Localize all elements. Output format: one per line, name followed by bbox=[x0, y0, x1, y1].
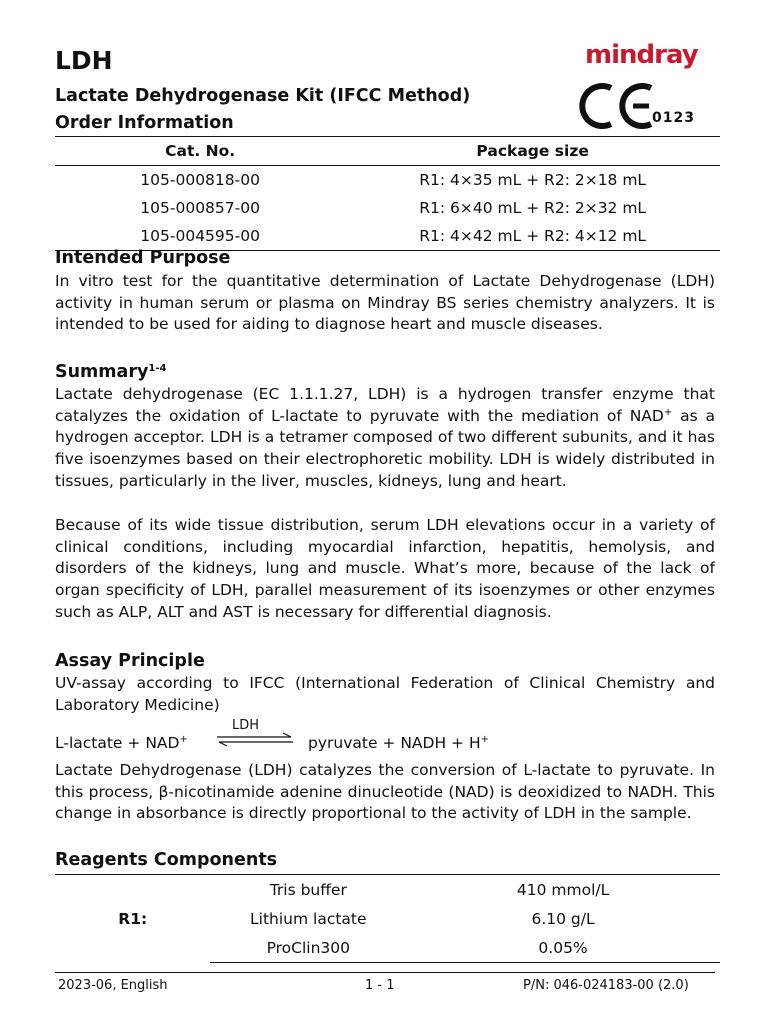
reagents-components-heading: Reagents Components bbox=[55, 850, 278, 870]
table-row bbox=[55, 194, 720, 222]
reaction-products bbox=[308, 734, 489, 752]
order-information-heading: Order Information bbox=[55, 113, 234, 133]
intended-purpose-heading: Intended Purpose bbox=[55, 248, 231, 268]
reagents-table bbox=[55, 874, 720, 963]
cat-no-cell: 105-000857-00 bbox=[140, 199, 260, 217]
assay-principle-text: Lactate Dehydrogenase (LDH) catalyzes the conversion of L-lactate to pyruvate. In this process, β-nicotinamide adenine dinucleotide (NAD) is deoxidized to NADH. This change in absorbance is directly proportional to the activity of LDH in the sample. bbox=[55, 761, 715, 823]
reagent-label: R1: bbox=[55, 875, 210, 963]
summary-text-b: as a hydrogen acceptor. LDH is a tetramer composed of two different subunits, and it has five isoenzymes based on their electrophoretic mobility. LDH is widely distributed in tissues, particularly in the liver, muscles, kidneys, lung and heart. bbox=[55, 406, 715, 490]
summary-heading bbox=[55, 362, 166, 382]
page-footer bbox=[55, 972, 715, 993]
summary-heading-text: Summary bbox=[55, 362, 149, 382]
order-header-cat-no: Cat. No. bbox=[55, 137, 345, 166]
notified-body-number: 0123 bbox=[652, 110, 695, 126]
order-table bbox=[55, 136, 720, 251]
package-size-cell: R1: 4×35 mL + R2: 2×18 mL bbox=[419, 171, 647, 189]
cat-no-cell: 105-004595-00 bbox=[55, 222, 345, 251]
reaction-equation bbox=[55, 714, 715, 754]
assay-principle-intro: UV-assay according to IFCC (International Federation of Clinical Chemistry and Laboratory Medicine) bbox=[55, 674, 715, 714]
assay-principle-heading: Assay Principle bbox=[55, 651, 205, 671]
footer-date-language: 2023-06, English bbox=[58, 978, 168, 993]
document-title: LDH bbox=[55, 46, 113, 75]
footer-part-number: P/N: 046-024183-00 (2.0) bbox=[523, 978, 689, 993]
package-size-cell: R1: 4×42 mL + R2: 4×12 mL bbox=[345, 222, 720, 251]
reactants-text: L-lactate + NAD bbox=[55, 734, 180, 752]
reaction-reactants bbox=[55, 734, 188, 752]
cat-no-cell: 105-000818-00 bbox=[140, 171, 260, 189]
reagent-component: ProClin300 bbox=[210, 933, 406, 963]
reagent-concentration: 6.10 g/L bbox=[531, 909, 595, 928]
products-superscript: + bbox=[480, 734, 490, 745]
summary-reference: 1-4 bbox=[148, 363, 167, 374]
reaction-enzyme: LDH bbox=[232, 718, 260, 733]
footer-page-number: 1 - 1 bbox=[365, 978, 395, 993]
package-size-cell: R1: 6×40 mL + R2: 2×32 mL bbox=[419, 199, 647, 217]
table-row bbox=[55, 222, 720, 251]
reagent-component: Lithium lactate bbox=[250, 909, 367, 928]
reagent-concentration: 410 mmol/L bbox=[406, 875, 720, 905]
summary-text-a: Lactate dehydrogenase (EC 1.1.1.27, LDH) is a hydrogen transfer enzyme that catalyzes the oxidation of L-lactate to pyruvate with the mediation of NAD bbox=[55, 385, 715, 425]
mindray-logo: mindray bbox=[585, 40, 698, 70]
products-text: pyruvate + NADH + H bbox=[308, 734, 481, 752]
table-row bbox=[55, 166, 720, 195]
document-subtitle: Lactate Dehydrogenase Kit (IFCC Method) bbox=[55, 86, 471, 106]
reactants-superscript: + bbox=[179, 734, 188, 745]
equilibrium-arrow-icon bbox=[215, 732, 295, 748]
reagent-concentration: 0.05% bbox=[406, 933, 720, 963]
intended-purpose-text: In vitro test for the quantitative determination of Lactate Dehydrogenase (LDH) activity in human serum or plasma on Mindray BS series chemistry analyzers. It is intended to be used for aiding to diagnose heart and muscle diseases. bbox=[55, 272, 715, 334]
reagent-component: Tris buffer bbox=[210, 875, 406, 905]
summary-paragraph-2: Because of its wide tissue distribution, serum LDH elevations occur in a variety of clinical conditions, including myocardial infarction, hepatitis, hemolysis, and disorders of the kidneys, lung and muscle. What’s more, because of the lack of organ specificity of LDH, parallel measurement of its isoenzymes or other enzymes such as ALP, ALT and AST is necessary for differential diagnosis. bbox=[55, 516, 715, 621]
summary-paragraph-1 bbox=[55, 384, 715, 493]
order-header-package-size: Package size bbox=[345, 137, 720, 166]
table-row bbox=[55, 875, 720, 905]
nad-superscript: + bbox=[663, 406, 673, 418]
